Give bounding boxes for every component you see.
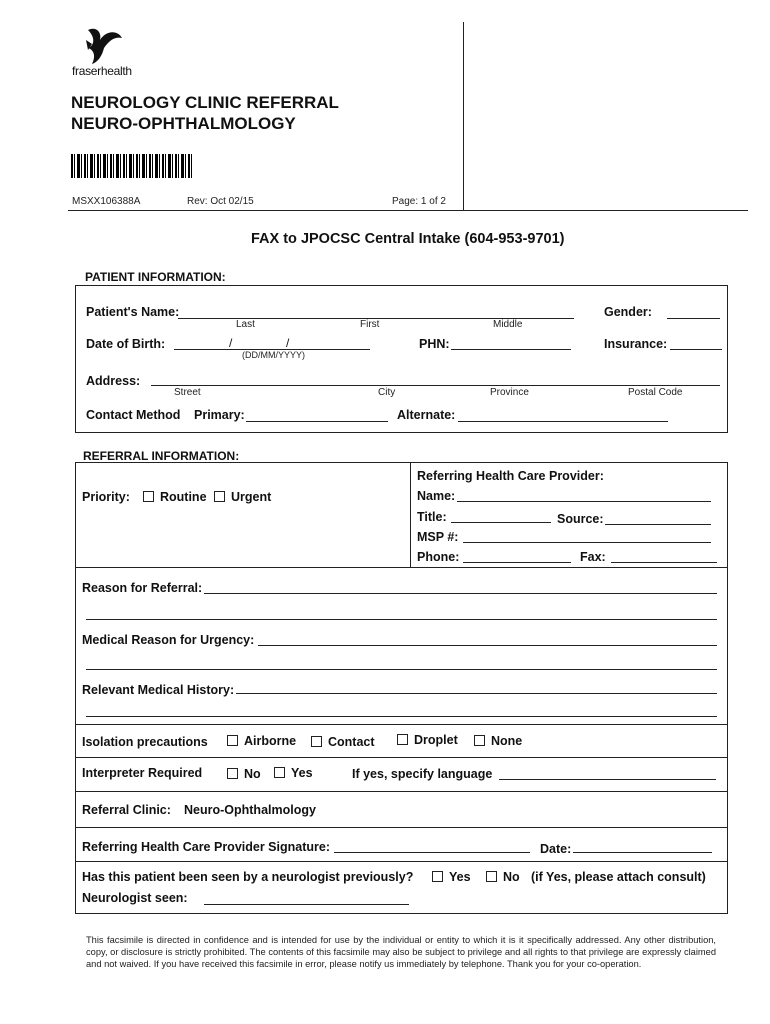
contact-method-label: Contact Method <box>86 408 181 422</box>
urgency-label: Medical Reason for Urgency: <box>82 633 255 647</box>
urgent-checkbox[interactable] <box>214 491 225 502</box>
primary-contact-label: Primary: <box>194 408 245 422</box>
fraser-health-logo-icon <box>82 26 128 66</box>
referral-section-title: REFERRAL INFORMATION: <box>83 449 240 463</box>
clinic-bottom-rule <box>75 827 728 828</box>
form-code: MSXX106388A <box>72 196 141 207</box>
middle-name-hint: Middle <box>493 319 523 330</box>
isolation-contact-option[interactable] <box>311 735 375 749</box>
isolation-droplet-option[interactable] <box>397 733 458 747</box>
provider-phone-field[interactable] <box>463 562 571 563</box>
contact-label: Contact <box>328 735 375 749</box>
none-label: None <box>491 734 523 748</box>
insurance-field[interactable] <box>670 349 722 350</box>
provider-divider <box>410 462 411 567</box>
patient-name-label: Patient's Name: <box>86 305 180 319</box>
history-bottom-rule <box>75 724 728 725</box>
interpreter-no-checkbox[interactable] <box>227 768 238 779</box>
signature-field[interactable] <box>334 852 530 853</box>
dob-format-hint: (DD/MM/YYYY) <box>242 350 305 360</box>
airborne-checkbox[interactable] <box>227 735 238 746</box>
neurologist-field[interactable] <box>204 904 409 905</box>
none-checkbox[interactable] <box>474 735 485 746</box>
source-label: Source: <box>557 512 604 526</box>
seen-question: Has this patient been seen by a neurologist previously? <box>82 870 414 884</box>
language-field[interactable] <box>499 779 716 780</box>
phn-label: PHN: <box>419 337 450 351</box>
neurologist-label: Neurologist seen: <box>82 891 188 905</box>
fax-instruction: FAX to JPOCSC Central Intake (604-953-9701) <box>251 231 565 247</box>
street-hint: Street <box>174 387 201 398</box>
address-field[interactable] <box>151 385 720 386</box>
provider-fax-field[interactable] <box>611 562 717 563</box>
seen-yes-checkbox[interactable] <box>432 871 443 882</box>
isolation-airborne-option[interactable] <box>227 734 296 748</box>
interpreter-bottom-rule <box>75 791 728 792</box>
interpreter-yes-checkbox[interactable] <box>274 767 285 778</box>
dob-slash-1: / <box>229 336 233 350</box>
history-field-line-2[interactable] <box>86 716 717 717</box>
airborne-label: Airborne <box>244 734 297 748</box>
barcode <box>71 154 193 178</box>
insurance-label: Insurance: <box>604 337 668 351</box>
dob-label: Date of Birth: <box>86 337 166 351</box>
address-label: Address: <box>86 374 141 388</box>
source-field[interactable] <box>605 524 711 525</box>
primary-contact-field[interactable] <box>246 421 388 422</box>
language-label: If yes, specify language <box>352 767 493 781</box>
logo-wordmark: fraserhealth <box>72 64 132 78</box>
routine-checkbox[interactable] <box>143 491 154 502</box>
msp-label: MSP #: <box>417 530 459 544</box>
urgency-field[interactable] <box>258 645 717 646</box>
urgent-label: Urgent <box>231 490 272 504</box>
seen-note: (if Yes, please attach consult) <box>531 870 706 884</box>
provider-phone-label: Phone: <box>417 550 460 564</box>
page-number: Page: 1 of 2 <box>392 196 446 207</box>
header-divider-vertical <box>463 22 464 210</box>
seen-yes-label: Yes <box>449 870 471 884</box>
reason-field[interactable] <box>204 593 717 594</box>
patient-section-title: PATIENT INFORMATION: <box>85 270 226 284</box>
priority-routine-option[interactable] <box>143 490 207 504</box>
seen-no-checkbox[interactable] <box>486 871 497 882</box>
last-name-hint: Last <box>236 319 255 330</box>
first-name-hint: First <box>360 319 380 330</box>
provider-name-field[interactable] <box>457 501 711 502</box>
interpreter-no-option[interactable] <box>227 767 261 781</box>
provider-title-field[interactable] <box>451 522 551 523</box>
revision-date: Rev: Oct 02/15 <box>187 196 254 207</box>
seen-no-option[interactable] <box>486 870 520 884</box>
isolation-none-option[interactable] <box>474 734 522 748</box>
alternate-contact-label: Alternate: <box>397 408 456 422</box>
alternate-contact-field[interactable] <box>458 421 668 422</box>
interpreter-yes-option[interactable] <box>274 766 313 780</box>
isolation-bottom-rule <box>75 757 728 758</box>
interpreter-no-label: No <box>244 767 261 781</box>
reason-label: Reason for Referral: <box>82 581 203 595</box>
referral-clinic-value: Neuro-Ophthalmology <box>184 803 316 817</box>
confidentiality-notice: This facsimile is directed in confidence and is intended for use by the individual or entity to which it is it specifically addressed. Any other distribution, copy, or disclosure is strictly prohibited. The contents of this facsimile may also be subject to privilege and all rights to that privilege are expressly claimed and not waived. If you have received this facsimile in error, please notify us immediately by telephone. Thank you for your co-operation. <box>86 935 716 970</box>
referral-clinic-label: Referral Clinic: <box>82 803 171 817</box>
province-hint: Province <box>490 387 529 398</box>
reason-field-line-2[interactable] <box>86 619 717 620</box>
provider-bottom-rule <box>75 567 728 568</box>
date-label: Date: <box>540 842 572 856</box>
priority-label: Priority: <box>82 490 130 504</box>
form-title <box>71 92 339 134</box>
gender-label: Gender: <box>604 305 652 319</box>
title-line-2: NEURO-OPHTHALMOLOGY <box>71 114 296 133</box>
urgency-field-line-2[interactable] <box>86 669 717 670</box>
interpreter-label: Interpreter Required <box>82 766 203 780</box>
provider-fax-label: Fax: <box>580 550 606 564</box>
phn-field[interactable] <box>451 349 571 350</box>
seen-yes-option[interactable] <box>432 870 471 884</box>
history-label: Relevant Medical History: <box>82 683 235 697</box>
signature-label: Referring Health Care Provider Signature: <box>82 840 330 854</box>
header-divider-horizontal <box>68 210 748 211</box>
postal-code-hint: Postal Code <box>628 387 683 398</box>
contact-checkbox[interactable] <box>311 736 322 747</box>
droplet-label: Droplet <box>414 733 458 747</box>
isolation-label: Isolation precautions <box>82 735 208 749</box>
gender-field[interactable] <box>667 318 720 319</box>
msp-field[interactable] <box>463 542 711 543</box>
signature-bottom-rule <box>75 861 728 862</box>
droplet-checkbox[interactable] <box>397 734 408 745</box>
priority-urgent-option[interactable] <box>214 490 271 504</box>
date-field[interactable] <box>573 852 712 853</box>
provider-title: Referring Health Care Provider: <box>417 469 604 483</box>
provider-name-label: Name: <box>417 489 456 503</box>
city-hint: City <box>378 387 396 398</box>
history-field[interactable] <box>236 693 717 694</box>
provider-title-label: Title: <box>417 510 447 524</box>
seen-no-label: No <box>503 870 520 884</box>
title-line-1: NEUROLOGY CLINIC REFERRAL <box>71 93 339 112</box>
dob-slash-2: / <box>286 336 290 350</box>
routine-label: Routine <box>160 490 207 504</box>
interpreter-yes-label: Yes <box>291 766 313 780</box>
